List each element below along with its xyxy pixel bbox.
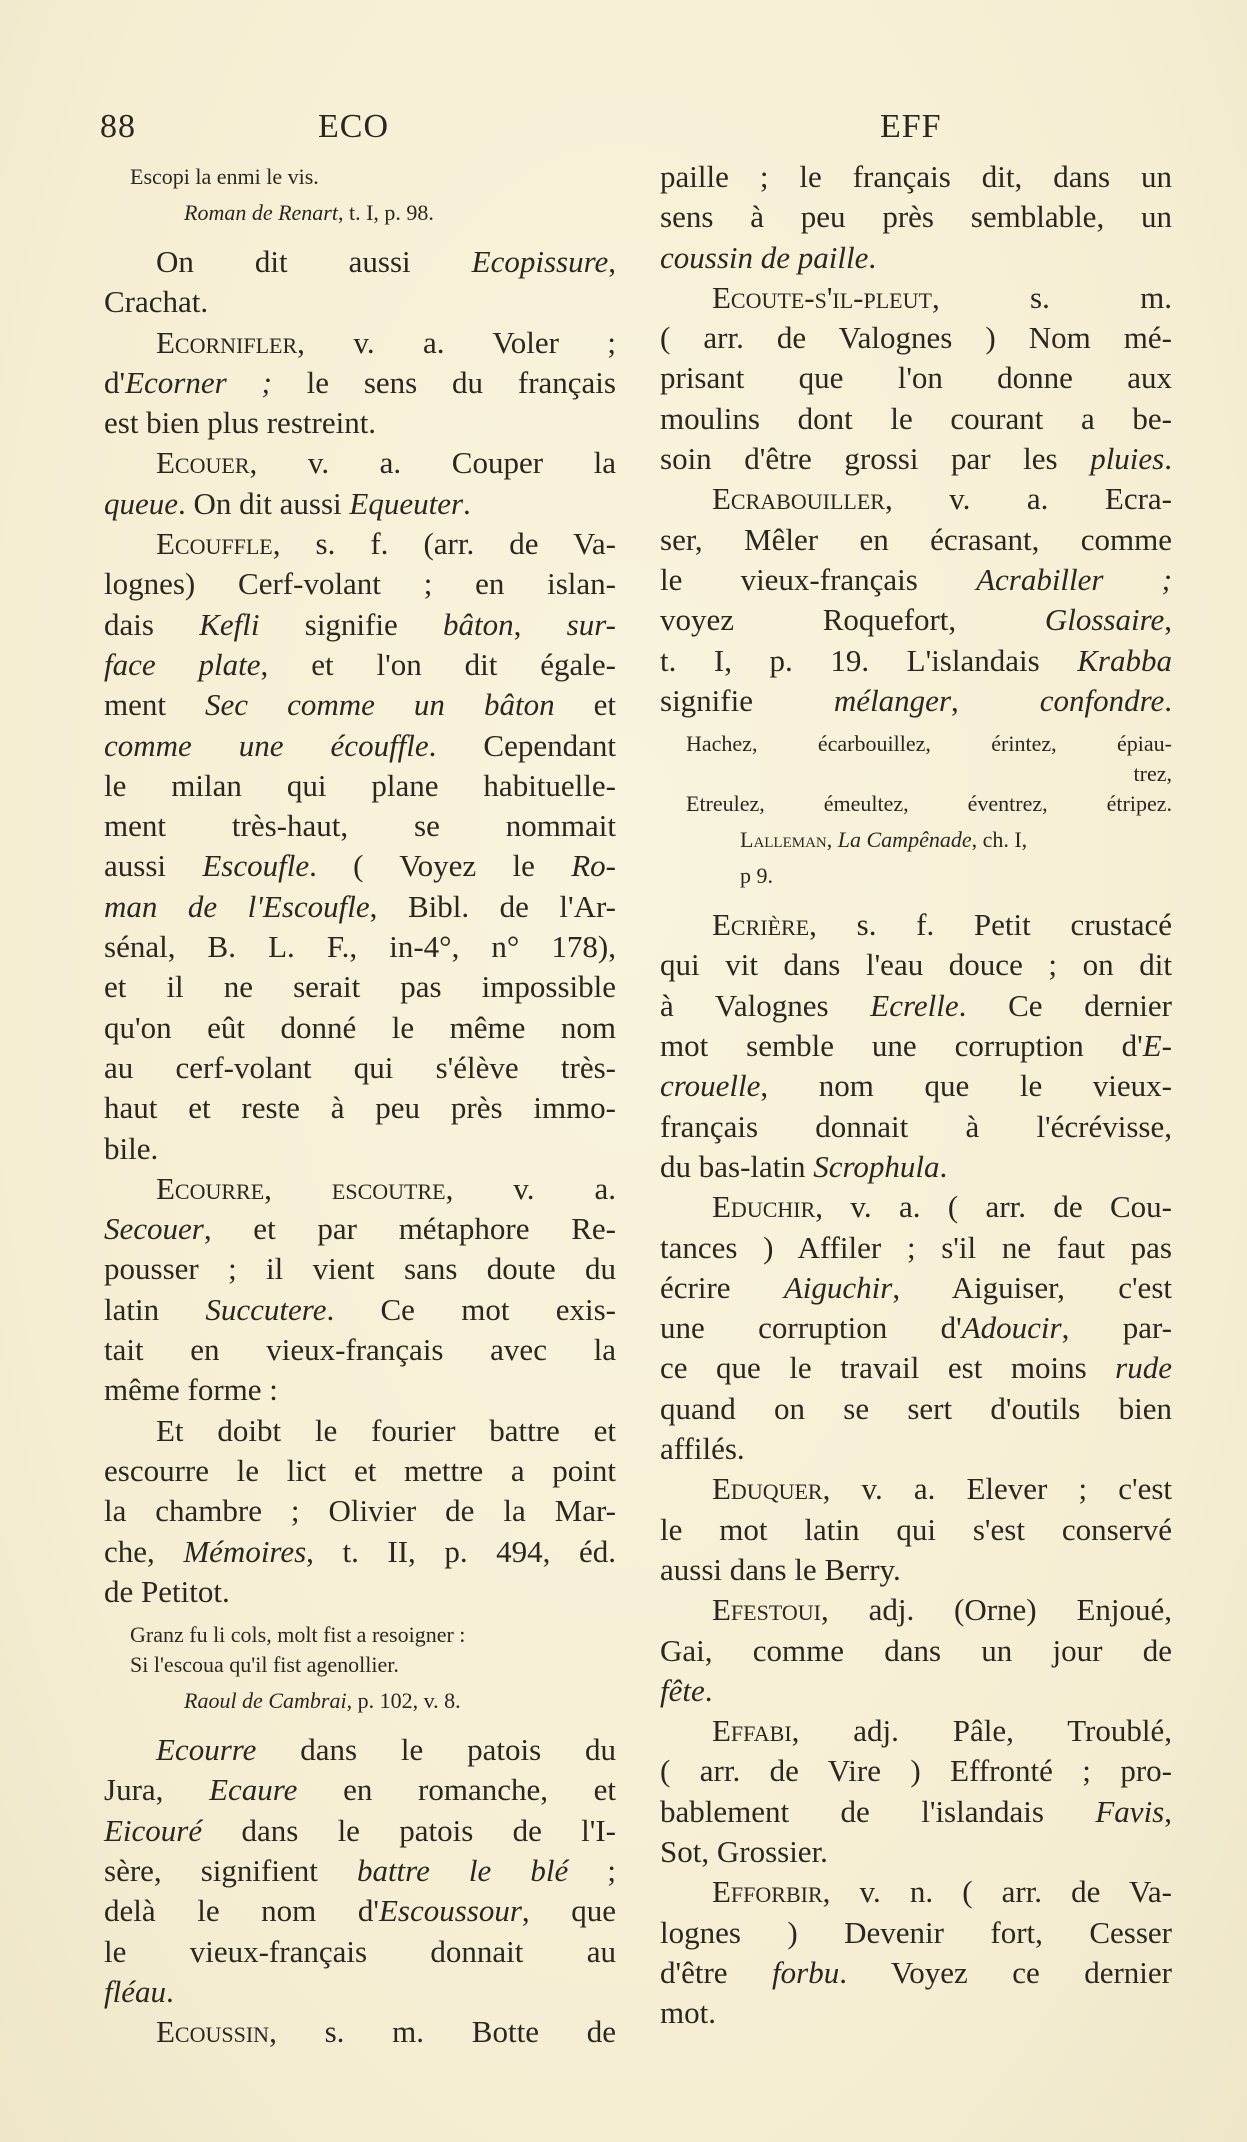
italic-text: Ecorner ; (125, 364, 272, 400)
text-segment: ( arr. de Vire ) Effronté ; pro- (660, 1753, 1172, 1789)
headword: Eduquer (712, 1471, 823, 1507)
text-segment: dans le patois de l'I- (202, 1812, 616, 1848)
text-line (660, 560, 1172, 600)
italic-text: E- (1142, 1028, 1172, 1064)
italic-text: Raoul de Cambrai (184, 1688, 347, 1714)
italic-text: pluies (1090, 441, 1165, 477)
text-segment: Gai, comme dans un jour de (660, 1632, 1172, 1668)
text-segment: aussi dans le Berry. (660, 1551, 901, 1587)
text-segment: , (1164, 1793, 1172, 1829)
text-segment: bile. (104, 1130, 159, 1166)
text-segment: signifie (259, 606, 444, 642)
italic-text: Ro- (571, 848, 617, 884)
text-line (660, 905, 1172, 945)
text-line (660, 986, 1172, 1026)
text-segment: tances ) Affiler ; s'il ne faut pas (660, 1229, 1172, 1265)
text-segment: . (868, 239, 877, 275)
italic-text: comme une écouffle (104, 727, 429, 763)
text-line (660, 600, 1172, 640)
text-line (104, 685, 616, 725)
italic-text: Krabba (1077, 642, 1172, 678)
text-segment: , t. I, p. 98. (337, 200, 434, 225)
text-segment: , v. a. Couper la (249, 445, 616, 481)
text-line (660, 1308, 1172, 1348)
text-line (104, 484, 616, 524)
page-number: 88 (100, 108, 136, 145)
text-segment: , v. a. (445, 1170, 617, 1206)
quotation-line (660, 825, 1172, 855)
text-line (104, 1088, 616, 1128)
headword: Ecoute-s'il-pleut (712, 279, 932, 315)
text-segment: , (513, 606, 567, 642)
text-line (104, 403, 616, 443)
text-line (104, 1730, 616, 1770)
text-line (104, 1169, 616, 1209)
text-line (660, 278, 1172, 318)
text-line (660, 1671, 1172, 1711)
italic-text: Glossaire (1044, 602, 1165, 638)
text-line (660, 439, 1172, 479)
text-segment: soin d'être grossi par les (660, 441, 1091, 477)
headword: Efforbir (712, 1874, 823, 1910)
italic-text: mélanger (833, 682, 952, 718)
text-segment: . Ce dernier (958, 987, 1172, 1023)
text-line (104, 1770, 616, 1810)
text-segment: delà le nom d' (104, 1893, 379, 1929)
text-segment: sère, signifient (104, 1852, 357, 1888)
text-line (660, 1187, 1172, 1227)
text-segment: de Petitot. (104, 1573, 230, 1609)
text-segment: , s. f. Petit crustacé (809, 907, 1172, 943)
italic-text: confondre (1039, 682, 1165, 718)
text-line (660, 1429, 1172, 1469)
quotation-line (660, 861, 1172, 891)
text-segment: , s. m. (931, 279, 1172, 315)
italic-text: fête (660, 1672, 705, 1708)
text-segment: le vieux-français donnait au (104, 1933, 616, 1969)
quotation-line (104, 198, 616, 228)
quotation-line (104, 1620, 616, 1650)
italic-text: Escoufle (202, 848, 310, 884)
text-segment: . On dit aussi (178, 485, 350, 521)
text-line (104, 1491, 616, 1531)
italic-text: Escoussour (378, 1893, 522, 1929)
text-segment: dans le patois du (256, 1732, 616, 1768)
headword: Efestoui (712, 1592, 821, 1628)
text-segment: mot semble une corruption d' (660, 1028, 1143, 1064)
text-segment: Etreulez, émeultez, éventrez, étripez. (686, 791, 1172, 817)
italic-text: Adoucir (961, 1310, 1062, 1346)
text-segment: signifie (660, 682, 834, 718)
text-segment: ser, Mêler en écrasant, comme (660, 521, 1172, 557)
text-segment: en romanche, et (297, 1772, 616, 1808)
text-line (104, 1932, 616, 1972)
text-line (104, 564, 616, 604)
headword: Ecrabouiller (712, 481, 885, 517)
italic-text: Succutere (205, 1291, 327, 1327)
text-line (660, 1510, 1172, 1550)
text-segment: Jura, (104, 1772, 210, 1808)
text-line (660, 358, 1172, 398)
italic-text: Roman de Renart (184, 200, 338, 225)
text-segment: , v. a. ( arr. de Cou- (815, 1189, 1172, 1225)
italic-text: fléau (104, 1973, 166, 2009)
text-line (660, 1913, 1172, 1953)
text-segment: d' (104, 364, 126, 400)
quotation-line (660, 759, 1172, 789)
text-line (104, 1330, 616, 1370)
text-segment: est bien plus restreint. (104, 405, 377, 441)
text-line (104, 1451, 616, 1491)
italic-text: Kefli (199, 606, 260, 642)
text-segment: bablement de l'islandais (660, 1793, 1096, 1829)
italic-text: face plate (104, 646, 261, 682)
quotation-line (660, 789, 1172, 819)
italic-text: Equeuter (349, 485, 464, 521)
text-segment: sénal, B. L. F., in-4°, n° 178), (104, 929, 616, 965)
text-line (660, 157, 1172, 197)
quotation-line (104, 1650, 616, 1680)
text-segment: haut et reste à peu près immo- (104, 1090, 616, 1126)
text-line (660, 197, 1172, 237)
left-column (104, 162, 616, 2052)
text-segment: le milan qui plane habituelle- (104, 767, 616, 803)
text-line (104, 2012, 616, 2052)
italic-text: Scrophula (813, 1148, 940, 1184)
text-segment: , v. a. Ecra- (884, 481, 1172, 517)
italic-text: Ecourre (156, 1732, 257, 1768)
headword: Ecouffle (156, 526, 273, 562)
text-line (660, 681, 1172, 721)
italic-text: Aiguchir (783, 1269, 893, 1305)
text-segment: . (463, 485, 471, 521)
text-segment: dais (104, 606, 200, 642)
text-line (104, 967, 616, 1007)
text-segment: à Valognes (660, 987, 871, 1023)
text-line (660, 520, 1172, 560)
text-segment: , v. n. ( arr. de Va- (822, 1874, 1172, 1910)
text-segment: moulins dont le courant a be- (660, 400, 1172, 436)
italic-text: man de l'Escoufle (104, 888, 370, 924)
text-line (104, 1891, 616, 1931)
headword: Ecornifler (156, 324, 298, 360)
text-line (660, 1026, 1172, 1066)
text-line (660, 1348, 1172, 1388)
italic-text: forbu (772, 1954, 840, 1990)
text-line (104, 766, 616, 806)
text-segment: , par- (1061, 1310, 1172, 1346)
text-segment: latin (104, 1291, 206, 1327)
text-segment: , et par métaphore Re- (203, 1211, 616, 1247)
italic-text: queue (104, 485, 179, 521)
text-segment: Sot, Grossier. (660, 1833, 828, 1869)
italic-text: coussin de paille (660, 239, 869, 275)
text-segment: tait en vieux-français avec la (104, 1332, 616, 1368)
text-line (104, 1532, 616, 1572)
text-segment: p 9. (740, 863, 773, 889)
headword: Ecrière (712, 907, 810, 943)
text-line (104, 1851, 616, 1891)
text-segment: la chambre ; Olivier de la Mar- (104, 1493, 616, 1529)
text-line (104, 1290, 616, 1330)
italic-text: Acrabiller ; (976, 561, 1172, 597)
right-running-head: EFF (880, 108, 942, 145)
text-line (660, 1147, 1172, 1187)
text-segment: et (554, 687, 616, 723)
text-segment: . (704, 1672, 713, 1708)
text-segment: ment très-haut, se nommait (104, 808, 616, 844)
text-line (104, 323, 616, 363)
text-line (660, 1550, 1172, 1590)
text-segment: aussi (104, 848, 203, 884)
text-line (660, 945, 1172, 985)
text-line (660, 1631, 1172, 1671)
italic-text: bâton (443, 606, 514, 642)
text-segment: ment (104, 687, 206, 723)
text-segment: lognes ) Devenir fort, Cesser (660, 1914, 1172, 1950)
text-segment: lognes) Cerf-volant ; en islan- (104, 566, 616, 602)
italic-text: Ecaure (209, 1772, 298, 1808)
text-segment: . (1164, 441, 1172, 477)
text-segment: et il ne serait pas impossible (104, 969, 616, 1005)
text-segment: escourre le lict et mettre a point (104, 1452, 616, 1488)
headword: Ecouer (156, 445, 250, 481)
text-segment: , (1164, 602, 1172, 638)
text-line (104, 887, 616, 927)
text-line (660, 1993, 1172, 2033)
right-column (660, 157, 1172, 2033)
text-segment: , p. 102, v. 8. (346, 1688, 461, 1714)
text-line (660, 1590, 1172, 1630)
text-line (660, 479, 1172, 519)
text-segment: ce que le travail est moins (660, 1350, 1116, 1386)
text-segment: pousser ; il vient sans doute du (104, 1251, 616, 1287)
text-segment: , et l'on dit égale- (260, 646, 616, 682)
text-line (104, 1129, 616, 1169)
text-segment: même forme : (104, 1372, 278, 1408)
text-segment: quand on se sert d'outils bien (660, 1390, 1172, 1426)
text-line (660, 1228, 1172, 1268)
text-line (104, 242, 616, 282)
quotation-line (660, 729, 1172, 759)
text-line (660, 318, 1172, 358)
text-segment: , que (521, 1893, 616, 1929)
headword: escoutre (331, 1170, 446, 1206)
text-segment: , (608, 244, 616, 279)
text-segment: . ( Voyez le (309, 848, 572, 884)
text-segment: , v. a. Voler ; (297, 324, 616, 360)
text-segment: , adj. Pâle, Troublé, (791, 1713, 1172, 1749)
text-line (104, 443, 616, 483)
text-segment: , (826, 827, 838, 853)
text-line (660, 1066, 1172, 1106)
text-segment: prisant que l'on donne aux (660, 360, 1172, 396)
text-segment: ; (568, 1852, 616, 1888)
text-segment: écrire (660, 1269, 784, 1305)
text-segment: affilés. (660, 1431, 745, 1467)
text-segment: , (264, 1170, 332, 1206)
text-line (104, 1209, 616, 1249)
italic-text: Secouer (104, 1211, 204, 1247)
text-segment: , nom que le vieux- (760, 1068, 1172, 1104)
text-segment: Escopi la enmi le vis. (130, 164, 319, 189)
text-segment: On dit aussi (156, 244, 472, 279)
text-segment: , (951, 682, 1040, 718)
italic-text: sur- (566, 606, 616, 642)
left-running-head: ECO (318, 108, 389, 145)
italic-text: Eicouré (104, 1812, 203, 1848)
text-line (660, 399, 1172, 439)
text-segment: , s. f. (arr. de Va- (272, 526, 616, 562)
text-line (660, 1107, 1172, 1147)
italic-text: Mémoires (183, 1533, 307, 1569)
text-line (104, 605, 616, 645)
italic-text: Ecrelle (870, 987, 959, 1023)
text-line (660, 238, 1172, 278)
text-line (104, 524, 616, 564)
text-line (104, 1048, 616, 1088)
text-segment: ( arr. de Valognes ) Nom mé- (660, 320, 1172, 356)
text-segment: Granz fu li cols, molt fist a resoigner : (130, 1622, 466, 1648)
text-segment: qui vit dans l'eau douce ; on dit (660, 947, 1172, 983)
text-line (104, 1811, 616, 1851)
headword: Ecoussin (156, 2014, 270, 2050)
text-segment: . (1164, 682, 1172, 718)
text-line (660, 1872, 1172, 1912)
text-segment: trez, (1133, 761, 1172, 787)
text-segment: le vieux-français (660, 561, 977, 597)
text-segment: au cerf-volant qui s'élève très- (104, 1049, 616, 1085)
text-line (660, 1792, 1172, 1832)
text-segment: . (939, 1148, 948, 1184)
text-segment: . (166, 1973, 174, 2009)
italic-text: crouelle (660, 1068, 761, 1104)
text-segment: . Voyez ce dernier (839, 1954, 1172, 1990)
text-line (660, 1751, 1172, 1791)
text-line (104, 806, 616, 846)
text-segment: le mot latin qui s'est conservé (660, 1511, 1172, 1547)
text-line (660, 1832, 1172, 1872)
text-segment: , Bibl. de l'Ar- (369, 888, 616, 924)
headword: Effabi (712, 1713, 792, 1749)
text-segment: du bas-latin (660, 1148, 814, 1184)
text-line (104, 726, 616, 766)
text-segment: t. I, p. 19. L'islandais (660, 642, 1078, 678)
text-line (104, 1008, 616, 1048)
text-line (104, 1249, 616, 1289)
italic-text: battre le blé (356, 1852, 569, 1888)
text-line (104, 846, 616, 886)
text-segment: , adj. (Orne) Enjoué, (821, 1592, 1172, 1628)
text-segment: sens à peu près semblable, un (660, 199, 1172, 235)
text-segment: Crachat. (104, 284, 209, 320)
text-line (660, 1469, 1172, 1509)
text-segment: che, (104, 1533, 184, 1569)
text-segment: Si l'escoua qu'il fist agenollier. (130, 1652, 399, 1678)
italic-text: Ecopissure (471, 244, 609, 279)
text-line (660, 1711, 1172, 1751)
text-line (104, 1972, 616, 2012)
text-segment: , s. m. Botte de (269, 2014, 616, 2050)
text-segment: , Aiguiser, c'est (892, 1269, 1172, 1305)
text-segment: le sens du français (271, 364, 616, 400)
italic-text: rude (1115, 1350, 1172, 1386)
text-segment: , v. a. Elever ; c'est (822, 1471, 1172, 1507)
italic-text: La Campênade (837, 827, 972, 853)
text-segment: . Cependant (428, 727, 616, 763)
quotation-line (104, 1686, 616, 1716)
text-segment: Hachez, écarbouillez, érintez, épiau- (686, 731, 1172, 757)
text-line (660, 641, 1172, 681)
headword: Ecourre (156, 1170, 265, 1206)
text-line (660, 1389, 1172, 1429)
text-segment: français donnait à l'écrévisse, (660, 1108, 1172, 1144)
text-line (104, 1370, 616, 1410)
text-line (104, 927, 616, 967)
text-segment: voyez Roquefort, (660, 602, 1045, 638)
text-line (104, 282, 616, 322)
text-line (104, 645, 616, 685)
text-line (660, 1268, 1172, 1308)
text-line (104, 1411, 616, 1451)
text-segment: d'être (660, 1954, 773, 1990)
italic-text: Sec comme un bâton (205, 687, 555, 723)
text-line (660, 1953, 1172, 1993)
text-segment: qu'on eût donné le même nom (104, 1009, 616, 1045)
headword: Educhir (712, 1189, 816, 1225)
text-segment: une corruption d' (660, 1310, 962, 1346)
text-segment: mot. (660, 1995, 716, 2031)
italic-text: Favis (1095, 1793, 1165, 1829)
text-segment: . Ce mot exis- (326, 1291, 616, 1327)
headword: Lalleman (740, 827, 827, 853)
text-segment: paille ; le français dit, dans un (660, 159, 1172, 194)
text-segment: , ch. I, (971, 827, 1028, 853)
text-segment: Et doibt le fourier battre et (156, 1412, 616, 1448)
text-line (104, 1572, 616, 1612)
text-segment: , t. II, p. 494, éd. (306, 1533, 616, 1569)
text-line (104, 363, 616, 403)
quotation-line (104, 162, 616, 192)
